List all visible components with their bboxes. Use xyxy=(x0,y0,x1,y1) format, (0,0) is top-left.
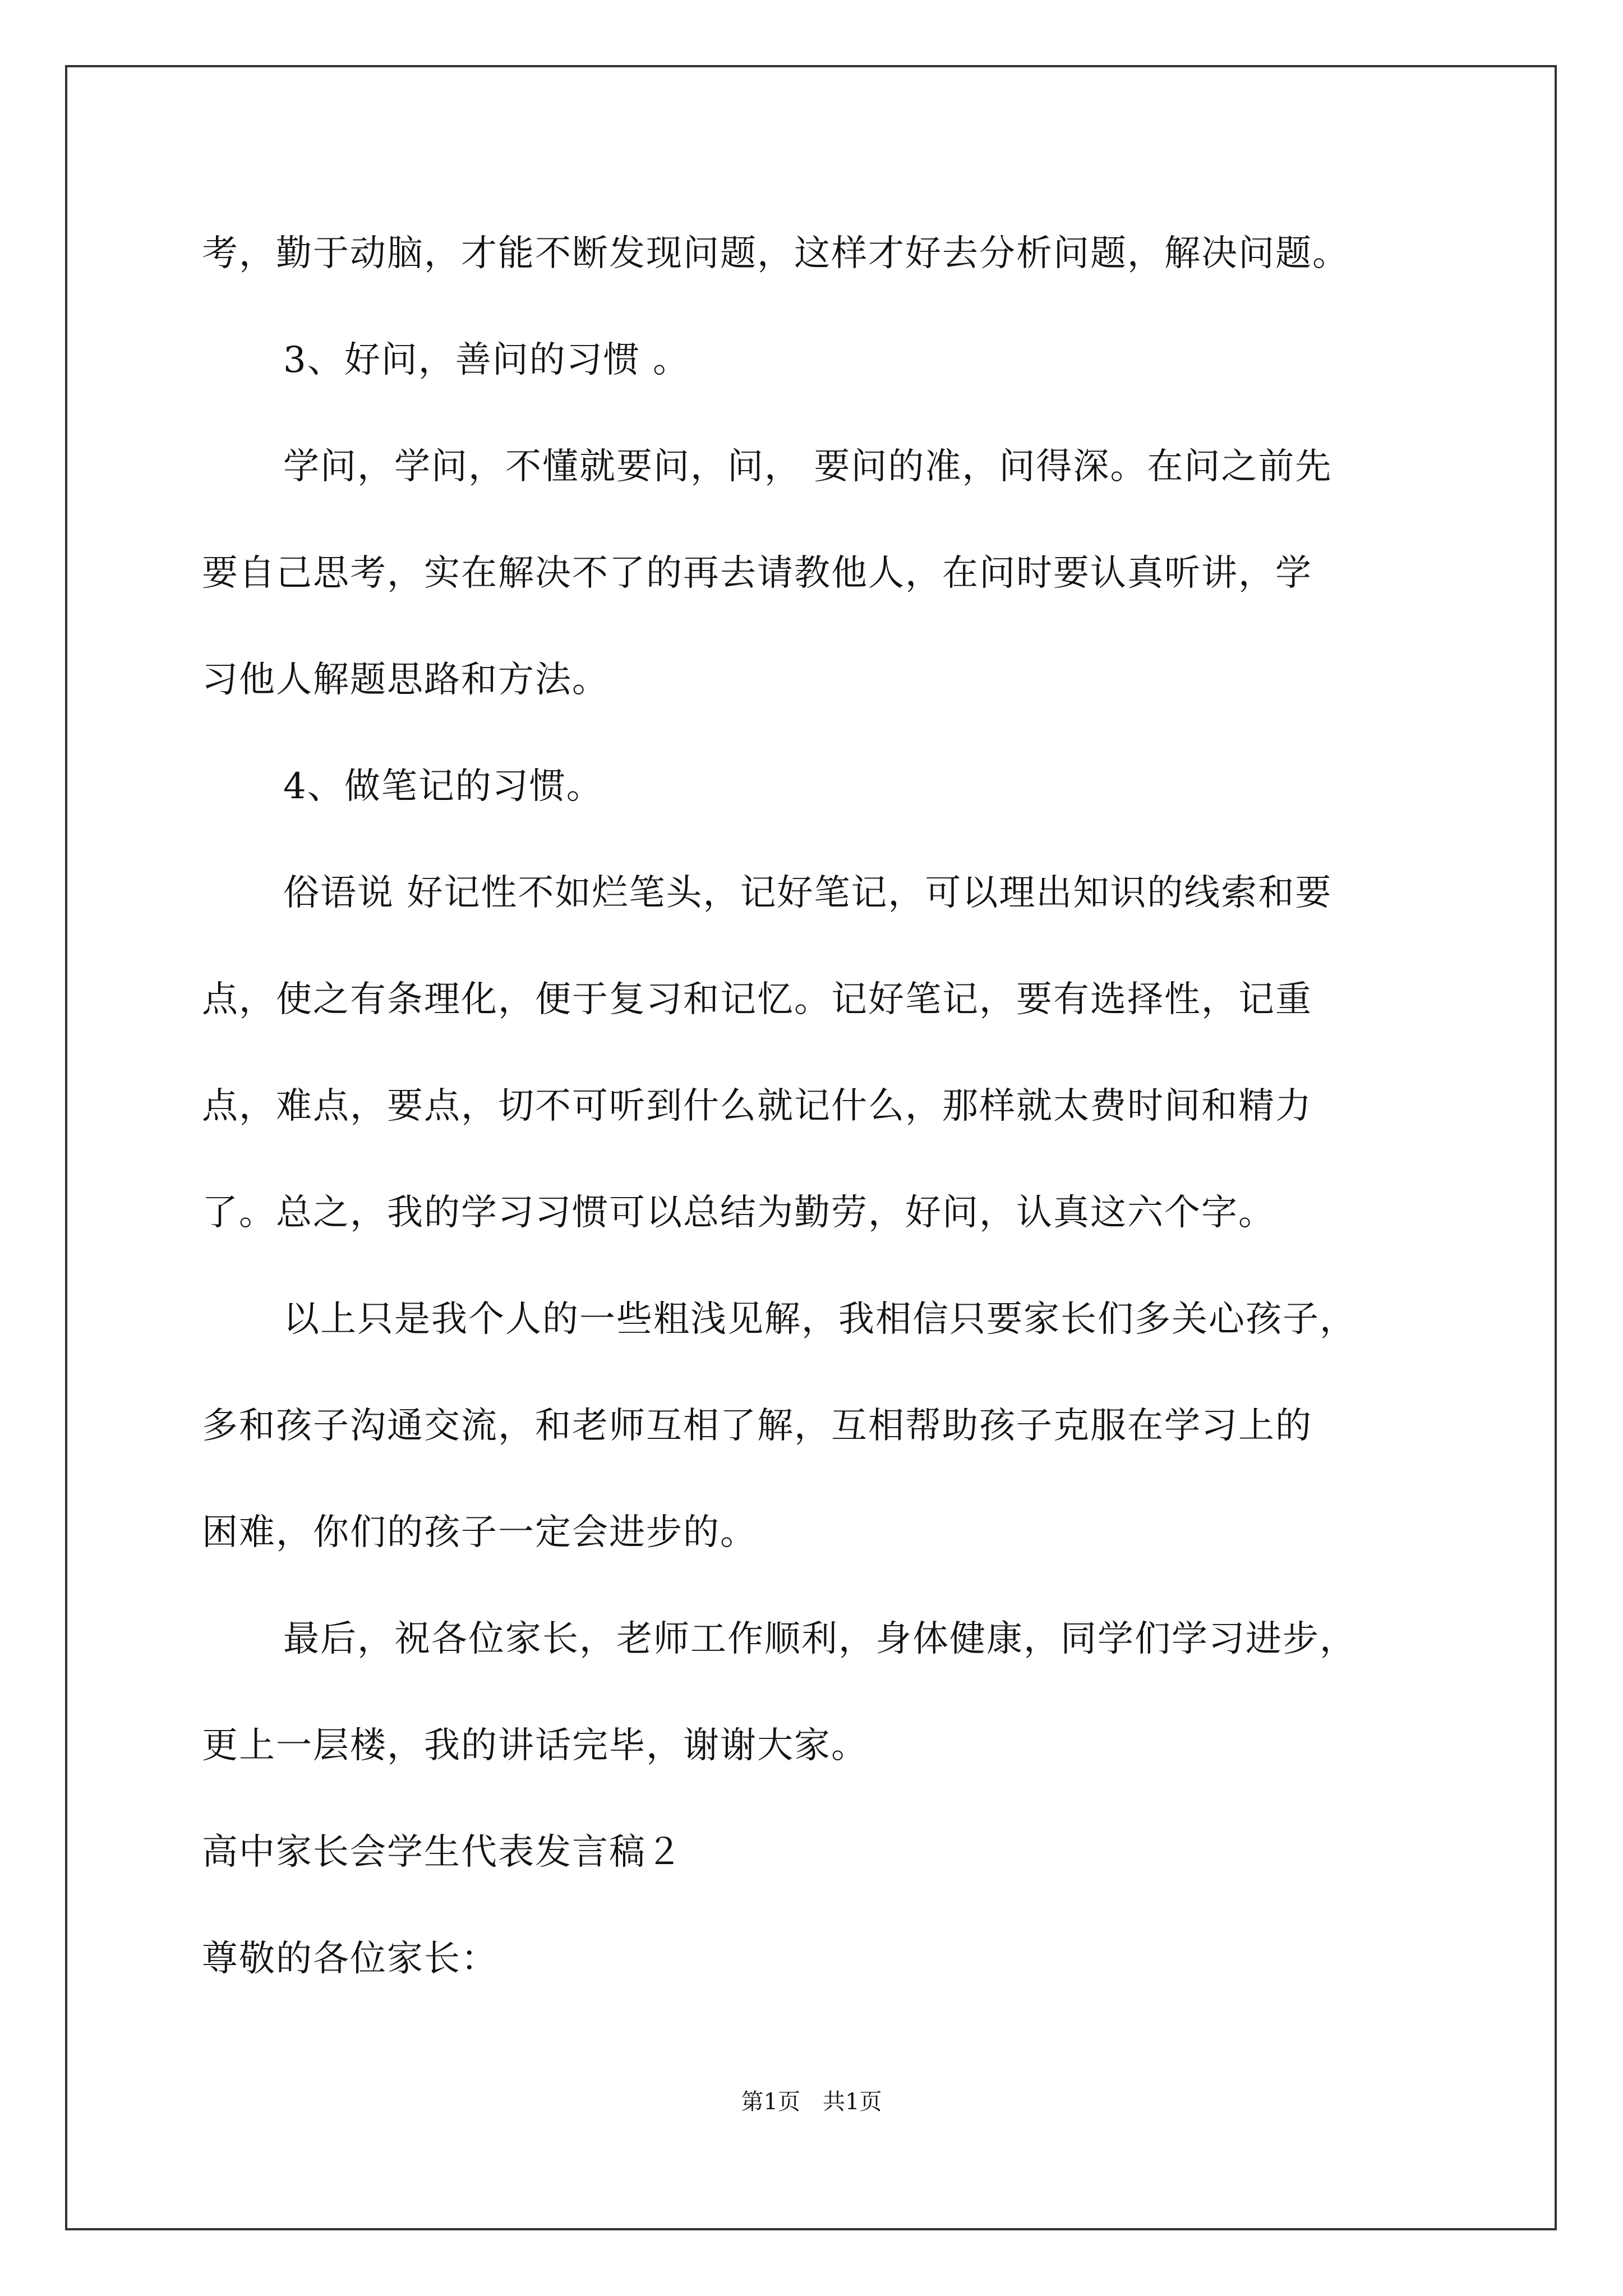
page-footer: 第1页 共1页 xyxy=(741,2089,882,2115)
paragraph-line: 考，勤于动脑，才能不断发现问题，这样才好去分析问题，解决问题。 xyxy=(202,233,1349,274)
paragraph-line: 俗语说 好记性不如烂笔头，记好笔记，可以理出知识的线索和要 xyxy=(283,872,1332,914)
paragraph-line: 点，使之有条理化，便于复习和记忆。记好笔记，要有选择性，记重 xyxy=(202,979,1312,1020)
paragraph-line: 点，难点，要点，切不可听到什么就记什么，那样就太费时间和精力 xyxy=(202,1085,1312,1127)
salutation: 尊敬的各位家长： xyxy=(202,1938,498,1980)
section-title: 高中家长会学生代表发言稿２ xyxy=(202,1832,683,1873)
paragraph-line: 以上只是我个人的一些粗浅见解，我相信只要家长们多关心孩子， xyxy=(283,1299,1357,1340)
paragraph-line: 3、好问，善问的习惯 。 xyxy=(283,339,690,381)
paragraph-line: 更上一层楼，我的讲话完毕，谢谢大家。 xyxy=(202,1725,868,1766)
paragraph-line: 了。总之，我的学习习惯可以总结为勤劳，好问，认真这六个字。 xyxy=(202,1192,1275,1234)
paragraph-line: 学问，学问，不懂就要问，问， 要问的准，问得深。在问之前先 xyxy=(283,446,1332,487)
page-frame xyxy=(65,65,1557,2230)
paragraph-line: 困难，你们的孩子一定会进步的。 xyxy=(202,1512,757,1553)
paragraph-line: 要自己思考，实在解决不了的再去请教他人，在问时要认真听讲，学 xyxy=(202,553,1312,594)
paragraph-line: 习他人解题思路和方法。 xyxy=(202,659,609,701)
paragraph-line: 多和孩子沟通交流，和老师互相了解，互相帮助孩子克服在学习上的 xyxy=(202,1405,1312,1447)
paragraph-line: 最后，祝各位家长，老师工作顺利，身体健康，同学们学习进步， xyxy=(283,1618,1357,1660)
paragraph-line: 4、做笔记的习惯。 xyxy=(283,766,603,807)
